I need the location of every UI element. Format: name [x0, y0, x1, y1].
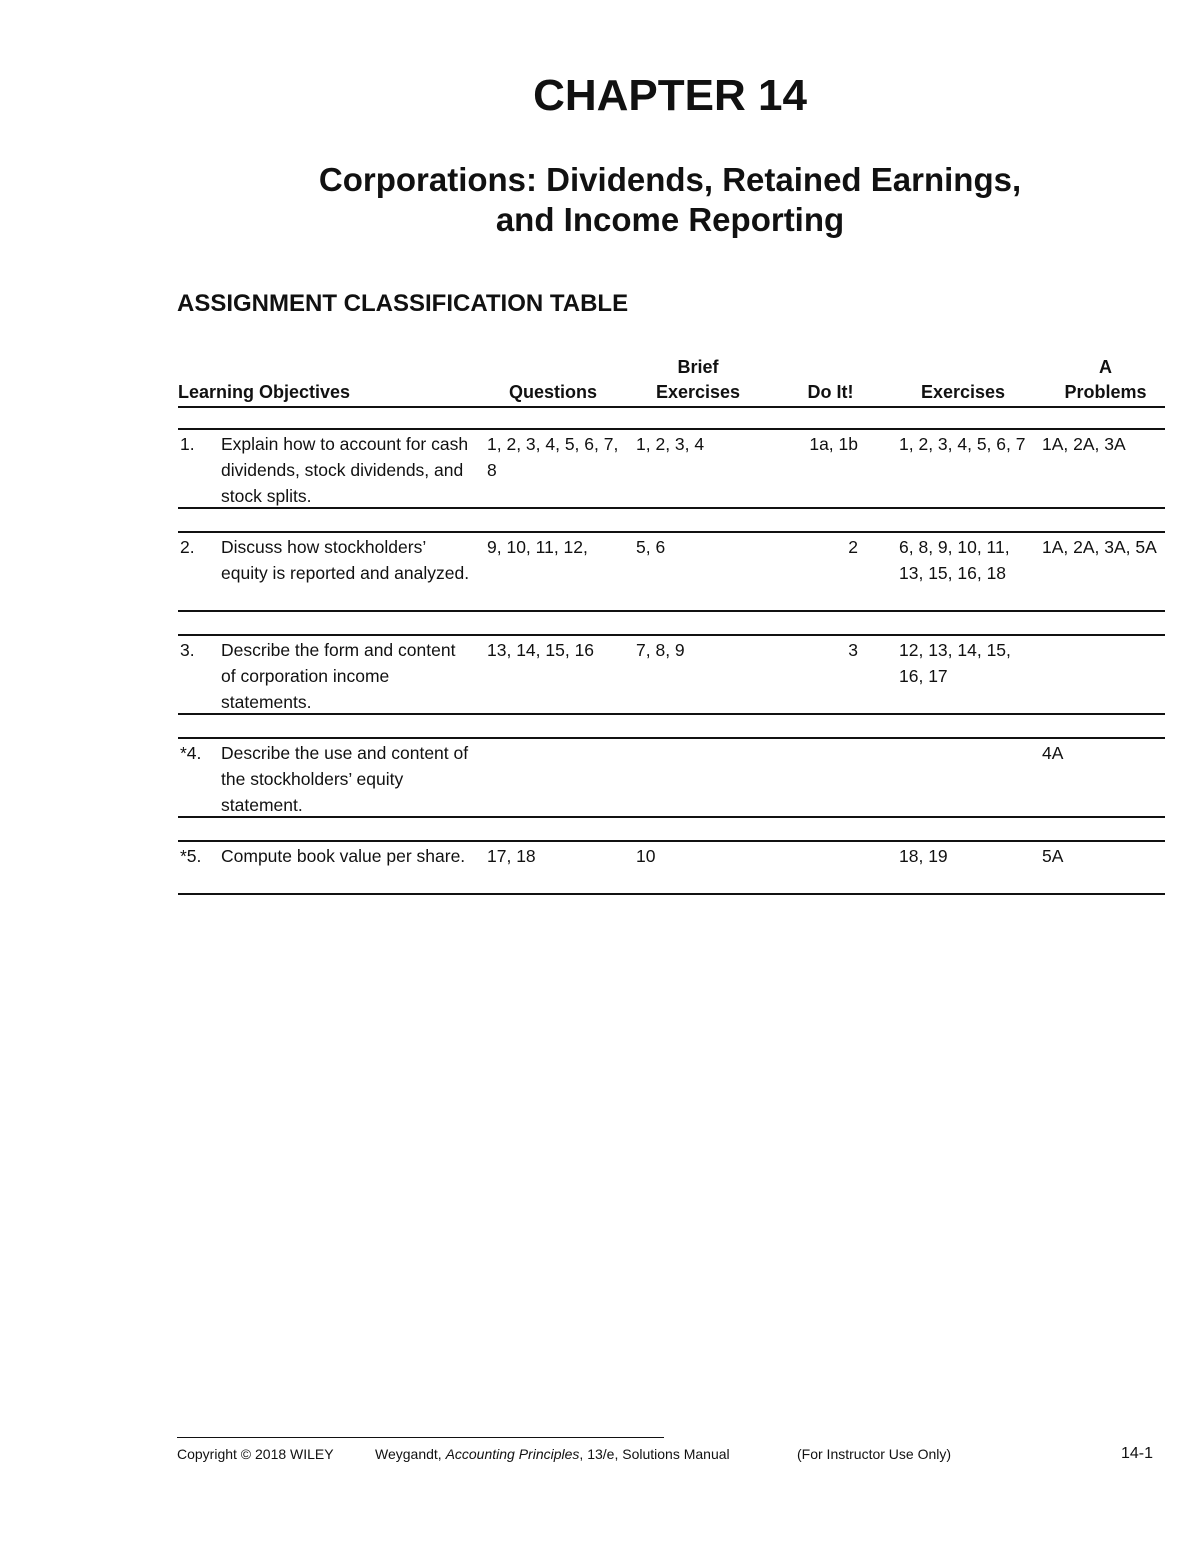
brief-exercises-cell: 7, 8, 9 — [636, 640, 685, 660]
section-heading: ASSIGNMENT CLASSIFICATION TABLE — [177, 290, 629, 317]
do-it-cell: 2 — [848, 537, 858, 557]
table-row — [178, 634, 1165, 715]
footer-edition: , 13/e, Solutions Manual — [579, 1446, 730, 1462]
exercises-cell: 6, 8, 9, 10, 11, 13, 15, 16, 18 — [899, 537, 1010, 583]
row-spacer — [178, 818, 1165, 840]
header-a-problems — [1048, 355, 1163, 405]
table-row — [178, 737, 1165, 818]
table-row — [178, 428, 1165, 509]
assignment-classification-table — [178, 356, 1165, 895]
header-questions: Questions — [508, 382, 597, 402]
objective-number: 3. — [180, 640, 195, 660]
objective-description: Discuss how stockholders’ equity is reported and analyzed. — [221, 537, 470, 583]
objective-description: Describe the form and content of corporation income statements. — [221, 640, 456, 712]
header-do-it: Do It! — [807, 382, 854, 402]
header-a-problems-line-2: Problems — [1064, 382, 1147, 402]
header-brief-exercises — [638, 355, 758, 405]
exercises-cell: 1, 2, 3, 4, 5, 6, 7 — [899, 434, 1026, 454]
row-spacer — [178, 715, 1165, 737]
objective-number: 2. — [180, 537, 195, 557]
a-problems-cell: 5A — [1042, 846, 1064, 866]
questions-cell: 1, 2, 3, 4, 5, 6, 7, 8 — [487, 434, 619, 480]
objective-number: *4. — [180, 743, 202, 763]
row-spacer — [178, 509, 1165, 531]
a-problems-cell: 1A, 2A, 3A — [1042, 434, 1126, 454]
table-row — [178, 840, 1165, 895]
row-spacer — [178, 612, 1165, 634]
brief-exercises-cell: 10 — [636, 846, 656, 866]
objective-description: Explain how to account for cash dividends, stock dividends, and stock splits. — [221, 434, 469, 506]
brief-exercises-cell: 1, 2, 3, 4 — [636, 434, 705, 454]
do-it-cell: 1a, 1b — [809, 434, 858, 454]
exercises-cell: 12, 13, 14, 15, 16, 17 — [899, 640, 1011, 686]
objective-number: *5. — [180, 846, 202, 866]
questions-cell: 17, 18 — [487, 846, 536, 866]
a-problems-cell: 4A — [1042, 743, 1064, 763]
header-exercises: Exercises — [920, 382, 1006, 402]
footer-author: Weygandt, — [375, 1446, 446, 1462]
chapter-subtitle — [0, 160, 1200, 240]
objective-description: Compute book value per share. — [221, 846, 466, 866]
footer-divider — [177, 1437, 664, 1438]
exercises-cell: 18, 19 — [899, 846, 948, 866]
page-number: 14-1 — [1120, 1445, 1153, 1462]
questions-cell: 13, 14, 15, 16 — [487, 640, 595, 660]
objective-description: Describe the use and content of the stockholders’ equity statement. — [221, 743, 469, 815]
subtitle-line-2: and Income Reporting — [495, 201, 845, 238]
footer-copyright: Copyright © 2018 WILEY — [177, 1446, 334, 1462]
header-learning-objectives: Learning Objectives — [178, 382, 351, 402]
header-a-problems-line-1: A — [1099, 357, 1112, 377]
objective-number: 1. — [180, 434, 195, 454]
a-problems-cell: 1A, 2A, 3A, 5A — [1042, 537, 1157, 557]
footer-usage-note: (For Instructor Use Only) — [797, 1446, 952, 1462]
do-it-cell: 3 — [848, 640, 858, 660]
brief-exercises-cell: 5, 6 — [636, 537, 666, 557]
subtitle-line-1: Corporations: Dividends, Retained Earnings, — [318, 161, 1022, 198]
table-header — [178, 356, 1165, 408]
chapter-title: CHAPTER 14 — [533, 71, 807, 120]
questions-cell: 9, 10, 11, 12, — [487, 537, 588, 557]
header-brief-exercises-line-2: Exercises — [655, 382, 741, 402]
table-row — [178, 531, 1165, 612]
header-brief-exercises-line-1: Brief — [677, 357, 719, 377]
footer-book-reference — [375, 1444, 730, 1464]
footer-book-title: Accounting Principles — [445, 1446, 580, 1462]
row-spacer — [178, 408, 1165, 428]
